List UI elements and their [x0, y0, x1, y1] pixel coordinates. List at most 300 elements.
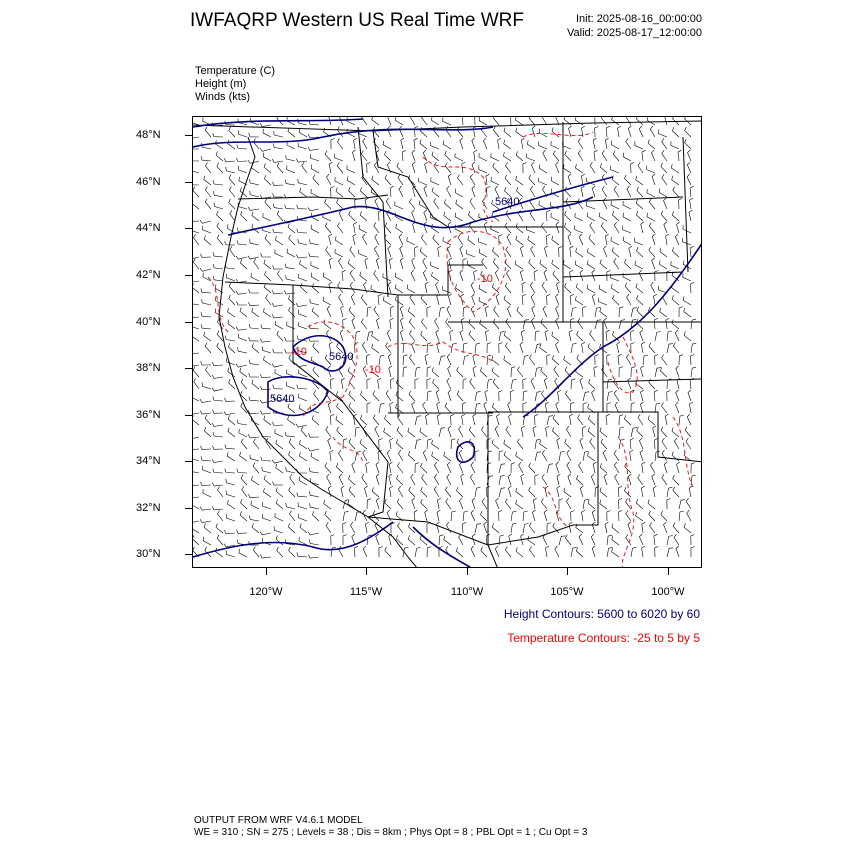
wind-barb [273, 229, 283, 233]
wind-barb [521, 138, 524, 149]
wind-barb [390, 378, 394, 389]
wind-barb [276, 440, 283, 449]
wind-barb [310, 478, 319, 485]
wind-barb [312, 511, 319, 521]
wind-barb [296, 159, 307, 163]
wind-barb [276, 236, 284, 245]
ks-ok [603, 379, 702, 382]
wind-barb [337, 127, 343, 138]
wind-barb [437, 498, 440, 509]
wind-barb [532, 510, 535, 521]
wind-barb [403, 367, 407, 377]
wind-barb [398, 522, 404, 533]
wind-barb [455, 189, 463, 197]
wind-barb [505, 547, 511, 557]
wind-barb [387, 330, 391, 341]
wind-barb [611, 141, 619, 150]
wind-barb [678, 150, 682, 161]
wind-barb [650, 522, 655, 533]
wind-barb [667, 344, 673, 353]
wind-barb [228, 428, 235, 437]
wind-barb [487, 439, 491, 450]
wind-barb [639, 270, 643, 281]
wind-barb [217, 223, 223, 233]
lon-label: 110°W [450, 586, 484, 598]
wind-barb [193, 520, 199, 523]
wind-barb [239, 429, 247, 437]
wind-barb [249, 324, 259, 329]
wind-barb [672, 247, 679, 257]
wind-barb [540, 344, 547, 353]
wind-barb [689, 402, 692, 413]
wind-barb [350, 246, 355, 257]
wind-barb [434, 198, 439, 209]
wind-barb [355, 512, 361, 521]
wind-barb [228, 140, 235, 149]
wind-barb [335, 177, 343, 185]
wind-barb [528, 236, 535, 245]
wind-barb [286, 503, 295, 509]
wind-barb [216, 524, 223, 534]
wind-barb [635, 261, 643, 269]
wind-barb [468, 236, 475, 245]
wind-barb [331, 139, 335, 150]
wind-barb [648, 140, 655, 150]
wind-barb [193, 200, 199, 209]
wind-barb [516, 151, 523, 161]
wind-barb [203, 537, 211, 545]
wind-barb [571, 343, 577, 353]
wind-barb [690, 186, 694, 197]
wind-barb [592, 390, 595, 401]
wind-barb [224, 158, 235, 162]
wind-barb [229, 199, 235, 209]
wind-barb [638, 414, 643, 425]
wind-barb [217, 343, 223, 353]
wind-barb [505, 283, 511, 293]
wind-barb [599, 298, 607, 305]
wind-barb [638, 162, 643, 173]
wind-barb [456, 547, 463, 557]
wind-barb [264, 175, 271, 185]
wind-barb [493, 379, 499, 389]
wind-barb [396, 224, 403, 233]
wind-barb [389, 474, 392, 485]
wind-barb [473, 126, 476, 137]
wind-barb [579, 462, 583, 473]
wind-barb [685, 427, 691, 437]
wind-barb [516, 128, 523, 137]
wind-barb [661, 427, 667, 437]
wind-barb [569, 126, 572, 137]
wind-barb [412, 342, 415, 353]
wind-barb [275, 513, 283, 521]
wind-barb [507, 306, 511, 317]
wind-barb [399, 126, 403, 137]
wind-barb [241, 499, 248, 509]
wind-barb [651, 150, 655, 161]
lat-label: 34°N [136, 455, 161, 467]
wind-barb [288, 416, 295, 425]
wind-barb [539, 201, 547, 209]
wind-barb [504, 356, 511, 365]
wind-barb [636, 176, 643, 185]
wind-barb [365, 522, 368, 533]
wind-barb [335, 236, 343, 245]
wind-barb [618, 486, 622, 497]
wind-barb [472, 294, 475, 305]
wind-barb [372, 332, 379, 341]
wind-barb [224, 398, 235, 402]
wind-barb [427, 307, 431, 318]
wind-barb [673, 523, 679, 533]
wind-barb [363, 546, 367, 557]
wind-barb [565, 211, 571, 221]
wind-barb [530, 355, 536, 366]
wind-barb [289, 487, 295, 497]
wind-barb [612, 211, 619, 221]
wind-barb [194, 378, 199, 389]
wind-barb [355, 427, 360, 437]
wind-barb [511, 523, 516, 533]
wind-barb [636, 512, 643, 521]
wind-barb [672, 127, 679, 137]
wind-barb [330, 378, 334, 389]
wind-barb [662, 174, 667, 185]
wind-barb [263, 213, 271, 221]
wind-barb [448, 294, 451, 305]
wind-barb [415, 367, 420, 377]
wind-barb [623, 153, 631, 161]
wind-barb [420, 140, 427, 149]
wind-barb [262, 346, 271, 353]
wind-barb [432, 367, 439, 377]
wind-barb [530, 210, 535, 221]
wind-barb [552, 128, 559, 138]
wind-barb [312, 307, 319, 317]
wind-barb [559, 246, 563, 257]
wind-barb [424, 222, 427, 233]
wind-barb [212, 410, 223, 414]
wind-barb [237, 469, 247, 473]
wind-barb [228, 415, 235, 425]
wind-barb [338, 258, 343, 269]
wind-barb [287, 166, 295, 174]
wind-barb [672, 176, 679, 185]
wind-barb [455, 213, 463, 221]
wind-barb [504, 296, 511, 306]
wind-barb [248, 410, 259, 414]
wind-barb [212, 423, 223, 426]
wind-barb [264, 308, 272, 317]
wind-barb [647, 166, 655, 173]
wind-barb [553, 271, 559, 281]
wind-barb [395, 201, 403, 209]
field-height-label: Height (m) [195, 78, 247, 90]
wind-barb [667, 391, 671, 402]
wind-barb [415, 379, 419, 390]
wind-barb [527, 154, 535, 161]
wind-barb [508, 474, 511, 485]
wind-barb [409, 319, 415, 330]
wind-barb [193, 322, 199, 329]
wind-barb [636, 117, 643, 125]
wind-barb [637, 427, 643, 437]
wind-barb [421, 487, 427, 497]
wind-barb [565, 439, 571, 449]
wind-barb [479, 165, 487, 173]
wind-barb [355, 342, 359, 353]
wind-barb [299, 310, 308, 317]
wind-barb [193, 446, 199, 450]
wind-barb [410, 294, 415, 305]
wind-barb [264, 260, 271, 269]
wind-barb [677, 222, 680, 233]
wind-barb [456, 284, 463, 293]
wind-barb [400, 258, 403, 269]
wind-barb [424, 186, 427, 197]
wind-barb [423, 258, 427, 269]
wind-barb [296, 424, 307, 427]
wind-barb [556, 342, 560, 353]
wind-barb [352, 150, 355, 161]
lat-tick [185, 415, 192, 416]
wind-barb [492, 247, 499, 257]
wind-barb [457, 127, 463, 137]
wind-barb [661, 211, 667, 221]
wind-barb [309, 338, 320, 342]
wind-barb [479, 238, 488, 245]
wind-barb [691, 367, 696, 377]
wind-barb [395, 117, 403, 125]
wind-barb [471, 510, 475, 521]
wind-barb [249, 515, 259, 521]
wind-barb [460, 138, 463, 149]
wind-barb [359, 225, 367, 233]
wind-barb [288, 128, 295, 137]
wind-barb [547, 354, 551, 365]
wind-barb [639, 126, 643, 137]
wind-barb [276, 488, 283, 498]
wind-barb [556, 282, 559, 293]
wind-barb [193, 218, 199, 222]
wind-barb [542, 474, 547, 485]
wind-barb [510, 390, 514, 401]
wind-barb [226, 479, 235, 485]
wind-barb [641, 366, 644, 377]
wind-barb [463, 356, 469, 366]
wind-barb [260, 339, 271, 343]
wind-barb [612, 176, 619, 186]
wind-barb [539, 129, 547, 137]
wind-barb [481, 547, 487, 557]
wind-barb [376, 318, 379, 329]
wind-barb [286, 155, 295, 161]
wind-barb [498, 138, 501, 149]
wind-barb [498, 510, 502, 521]
wind-barb [504, 440, 511, 449]
height-contour-legend: Height Contours: 5600 to 6020 by 60 [503, 607, 700, 621]
wind-barb [529, 175, 535, 185]
wind-barb [636, 199, 643, 209]
wind-barb [673, 187, 679, 197]
wind-barb [275, 429, 283, 437]
wind-barb [605, 138, 608, 149]
wind-barb [577, 331, 583, 341]
wind-barb [664, 222, 667, 233]
wind-barb [299, 274, 308, 281]
wind-barb [347, 165, 355, 173]
wind-barb [479, 249, 487, 257]
wind-barb [570, 414, 573, 425]
wind-barb [600, 488, 607, 498]
wind-barb [519, 462, 523, 473]
wind-barb [414, 246, 418, 257]
wind-barb [396, 439, 403, 449]
wind-barb [659, 189, 667, 197]
wind-barb [508, 402, 511, 413]
wind-barb [594, 150, 598, 161]
wind-barb [516, 452, 523, 461]
wind-barb [546, 426, 550, 437]
wind-barb [423, 402, 427, 413]
wind-barb [522, 282, 526, 293]
wind-barb [263, 153, 271, 161]
wind-barb [297, 205, 307, 209]
wind-barb [471, 546, 475, 557]
wind-barb [299, 404, 307, 413]
wind-barb [445, 151, 451, 161]
wind-barb [212, 446, 223, 450]
wind-barb [541, 367, 547, 377]
wind-barb [444, 452, 451, 461]
lat-tick [185, 322, 192, 323]
wind-barb [397, 475, 404, 485]
wind-barb [397, 427, 403, 437]
wind-barb [193, 135, 199, 139]
wind-barb [224, 530, 235, 534]
wind-barb [252, 164, 259, 173]
wind-barb [504, 331, 511, 341]
lat-tick [185, 275, 192, 276]
wind-barb [425, 162, 428, 173]
wind-barb [565, 535, 571, 545]
wind-barb [204, 235, 211, 245]
wind-barb [433, 379, 439, 389]
wind-barb [605, 234, 608, 245]
wind-barb [511, 511, 516, 521]
lat-label: 40°N [136, 316, 161, 328]
wind-barb [396, 296, 404, 305]
wind-barb [535, 414, 539, 425]
wind-barb [587, 285, 595, 293]
wind-barb [341, 486, 344, 497]
wind-barb [676, 366, 679, 377]
wind-barb [637, 247, 644, 257]
wind-barb [461, 474, 464, 485]
wind-barb [475, 343, 480, 353]
wind-barb [459, 498, 463, 509]
wind-barb [615, 402, 619, 413]
temperature-contour-label: -10 [291, 346, 307, 358]
wind-barb [521, 474, 524, 485]
wind-barb [569, 522, 572, 533]
wind-barb [201, 312, 211, 317]
wind-barb [556, 462, 559, 473]
map-title: IWFAQRP Western US Real Time WRF [190, 10, 524, 31]
wind-barb [447, 306, 451, 317]
wind-barb [529, 487, 535, 497]
wind-barb [213, 397, 223, 402]
wind-barb [439, 535, 443, 545]
wind-barb [276, 536, 283, 546]
wind-barb [660, 308, 667, 317]
wind-barb [193, 300, 199, 306]
wind-barb [193, 314, 199, 318]
wind-barb [602, 150, 607, 161]
wind-barb [626, 138, 631, 149]
wind-barb [600, 163, 607, 173]
wind-barb [553, 415, 559, 425]
wind-barb [398, 463, 404, 474]
wind-barb [427, 391, 432, 401]
wind-barb [545, 402, 548, 413]
lat-label: 44°N [136, 222, 161, 234]
wind-barb [212, 362, 223, 366]
wind-barb [482, 258, 487, 269]
wind-barb [212, 506, 223, 510]
wind-barb [475, 524, 481, 533]
wind-barb [547, 523, 551, 533]
wind-barb [650, 126, 655, 137]
wind-barb [539, 142, 547, 150]
wind-barb [272, 422, 283, 426]
wind-barb [673, 475, 679, 485]
wind-barb [434, 462, 439, 473]
wind-barb [630, 450, 633, 461]
wind-barb [414, 510, 418, 521]
wind-barb [532, 306, 535, 317]
lat-tick [185, 228, 192, 229]
wind-barb [643, 355, 648, 365]
wind-barb [505, 343, 511, 354]
wind-barb [474, 150, 478, 161]
wind-barb [459, 426, 463, 437]
wind-barb [617, 342, 620, 353]
wind-barb [229, 283, 235, 293]
wind-barb [200, 507, 211, 511]
wind-barb [662, 474, 667, 485]
wind-barb [531, 378, 535, 389]
wind-barb [193, 181, 199, 185]
wind-barb [580, 270, 583, 281]
wind-barb [523, 403, 527, 414]
wind-barb [362, 117, 367, 125]
wind-barb [576, 283, 583, 293]
wind-barb [273, 385, 283, 389]
wind-barb [604, 474, 607, 485]
wind-barb [606, 414, 610, 425]
wind-barb [376, 474, 379, 485]
co-border [448, 322, 603, 412]
wind-barb [193, 535, 199, 545]
wind-barb [544, 510, 547, 521]
wind-barb [469, 427, 475, 437]
lat-label: 42°N [136, 269, 161, 281]
wind-barb [662, 438, 667, 449]
wind-barb [516, 236, 523, 245]
wind-barb [655, 451, 660, 461]
